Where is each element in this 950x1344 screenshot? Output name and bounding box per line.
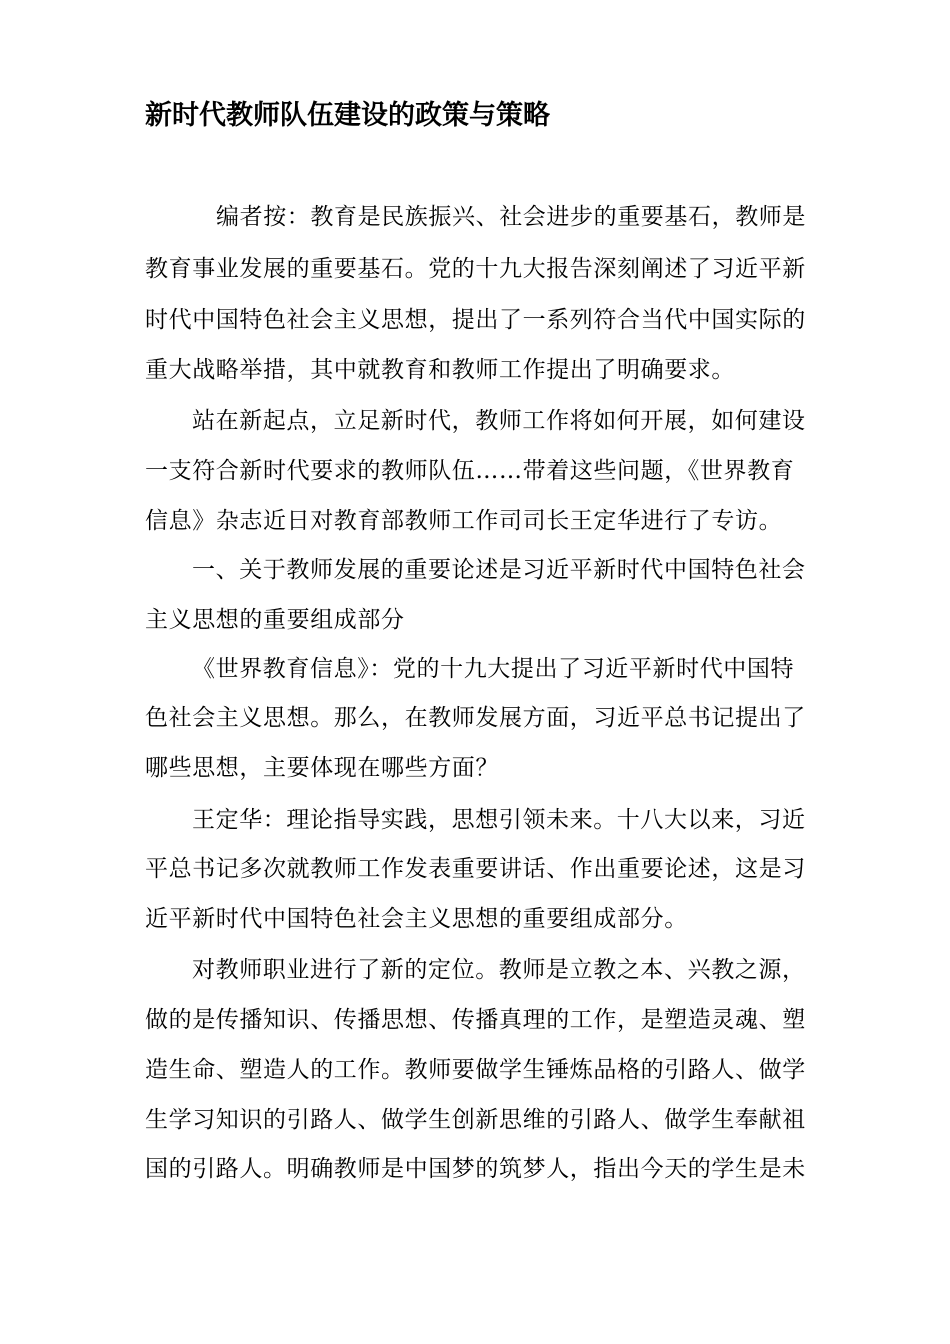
paragraph-line: 哪些思想，主要体现在哪些方面？ xyxy=(145,755,499,781)
paragraph-line: 站在新起点，立足新时代，教师工作将如何开展，如何建设 xyxy=(192,408,806,434)
paragraph-line: 近平新时代中国特色社会主义思想的重要组成部分。 xyxy=(145,906,688,932)
paragraph-line: 信息》杂志近日对教育部教师工作司司长王定华进行了专访。 xyxy=(145,508,783,534)
paragraph-line: 《世界教育信息》：党的十九大提出了习近平新时代中国特 xyxy=(192,656,795,682)
document-title: 新时代教师队伍建设的政策与策略 xyxy=(145,100,550,131)
paragraph-line: 王定华：理论指导实践，思想引领未来。十八大以来，习近 xyxy=(192,807,806,833)
paragraph-line: 时代中国特色社会主义思想，提出了一系列符合当代中国实际的 xyxy=(145,307,806,333)
paragraph-line: 平总书记多次就教师工作发表重要讲话、作出重要论述，这是习 xyxy=(145,856,806,882)
section-heading-line: 主义思想的重要组成部分 xyxy=(145,607,405,633)
section-heading-line: 一、关于教师发展的重要论述是习近平新时代中国特色社会 xyxy=(192,557,806,583)
paragraph-line: 生学习知识的引路人、做学生创新思维的引路人、做学生奉献祖 xyxy=(145,1107,806,1133)
paragraph-line: 国的引路人。明确教师是中国梦的筑梦人，指出今天的学生是未 xyxy=(145,1156,806,1182)
paragraph-line: 一支符合新时代要求的教师队伍……带着这些问题，《世界教育 xyxy=(145,458,795,484)
paragraph-line: 造生命、塑造人的工作。教师要做学生锤炼品格的引路人、做学 xyxy=(145,1057,806,1083)
paragraph-line: 编者按：教育是民族振兴、社会进步的重要基石，教师是 xyxy=(216,204,806,230)
paragraph-line: 教育事业发展的重要基石。党的十九大报告深刻阐述了习近平新 xyxy=(145,256,806,282)
paragraph-line: 重大战略举措，其中就教育和教师工作提出了明确要求。 xyxy=(145,357,735,383)
paragraph-line: 色社会主义思想。那么，在教师发展方面，习近平总书记提出了 xyxy=(145,705,806,731)
paragraph-line: 对教师职业进行了新的定位。教师是立教之本、兴教之源， xyxy=(192,957,806,983)
paragraph-line: 做的是传播知识、传播思想、传播真理的工作，是塑造灵魂、塑 xyxy=(145,1007,806,1033)
